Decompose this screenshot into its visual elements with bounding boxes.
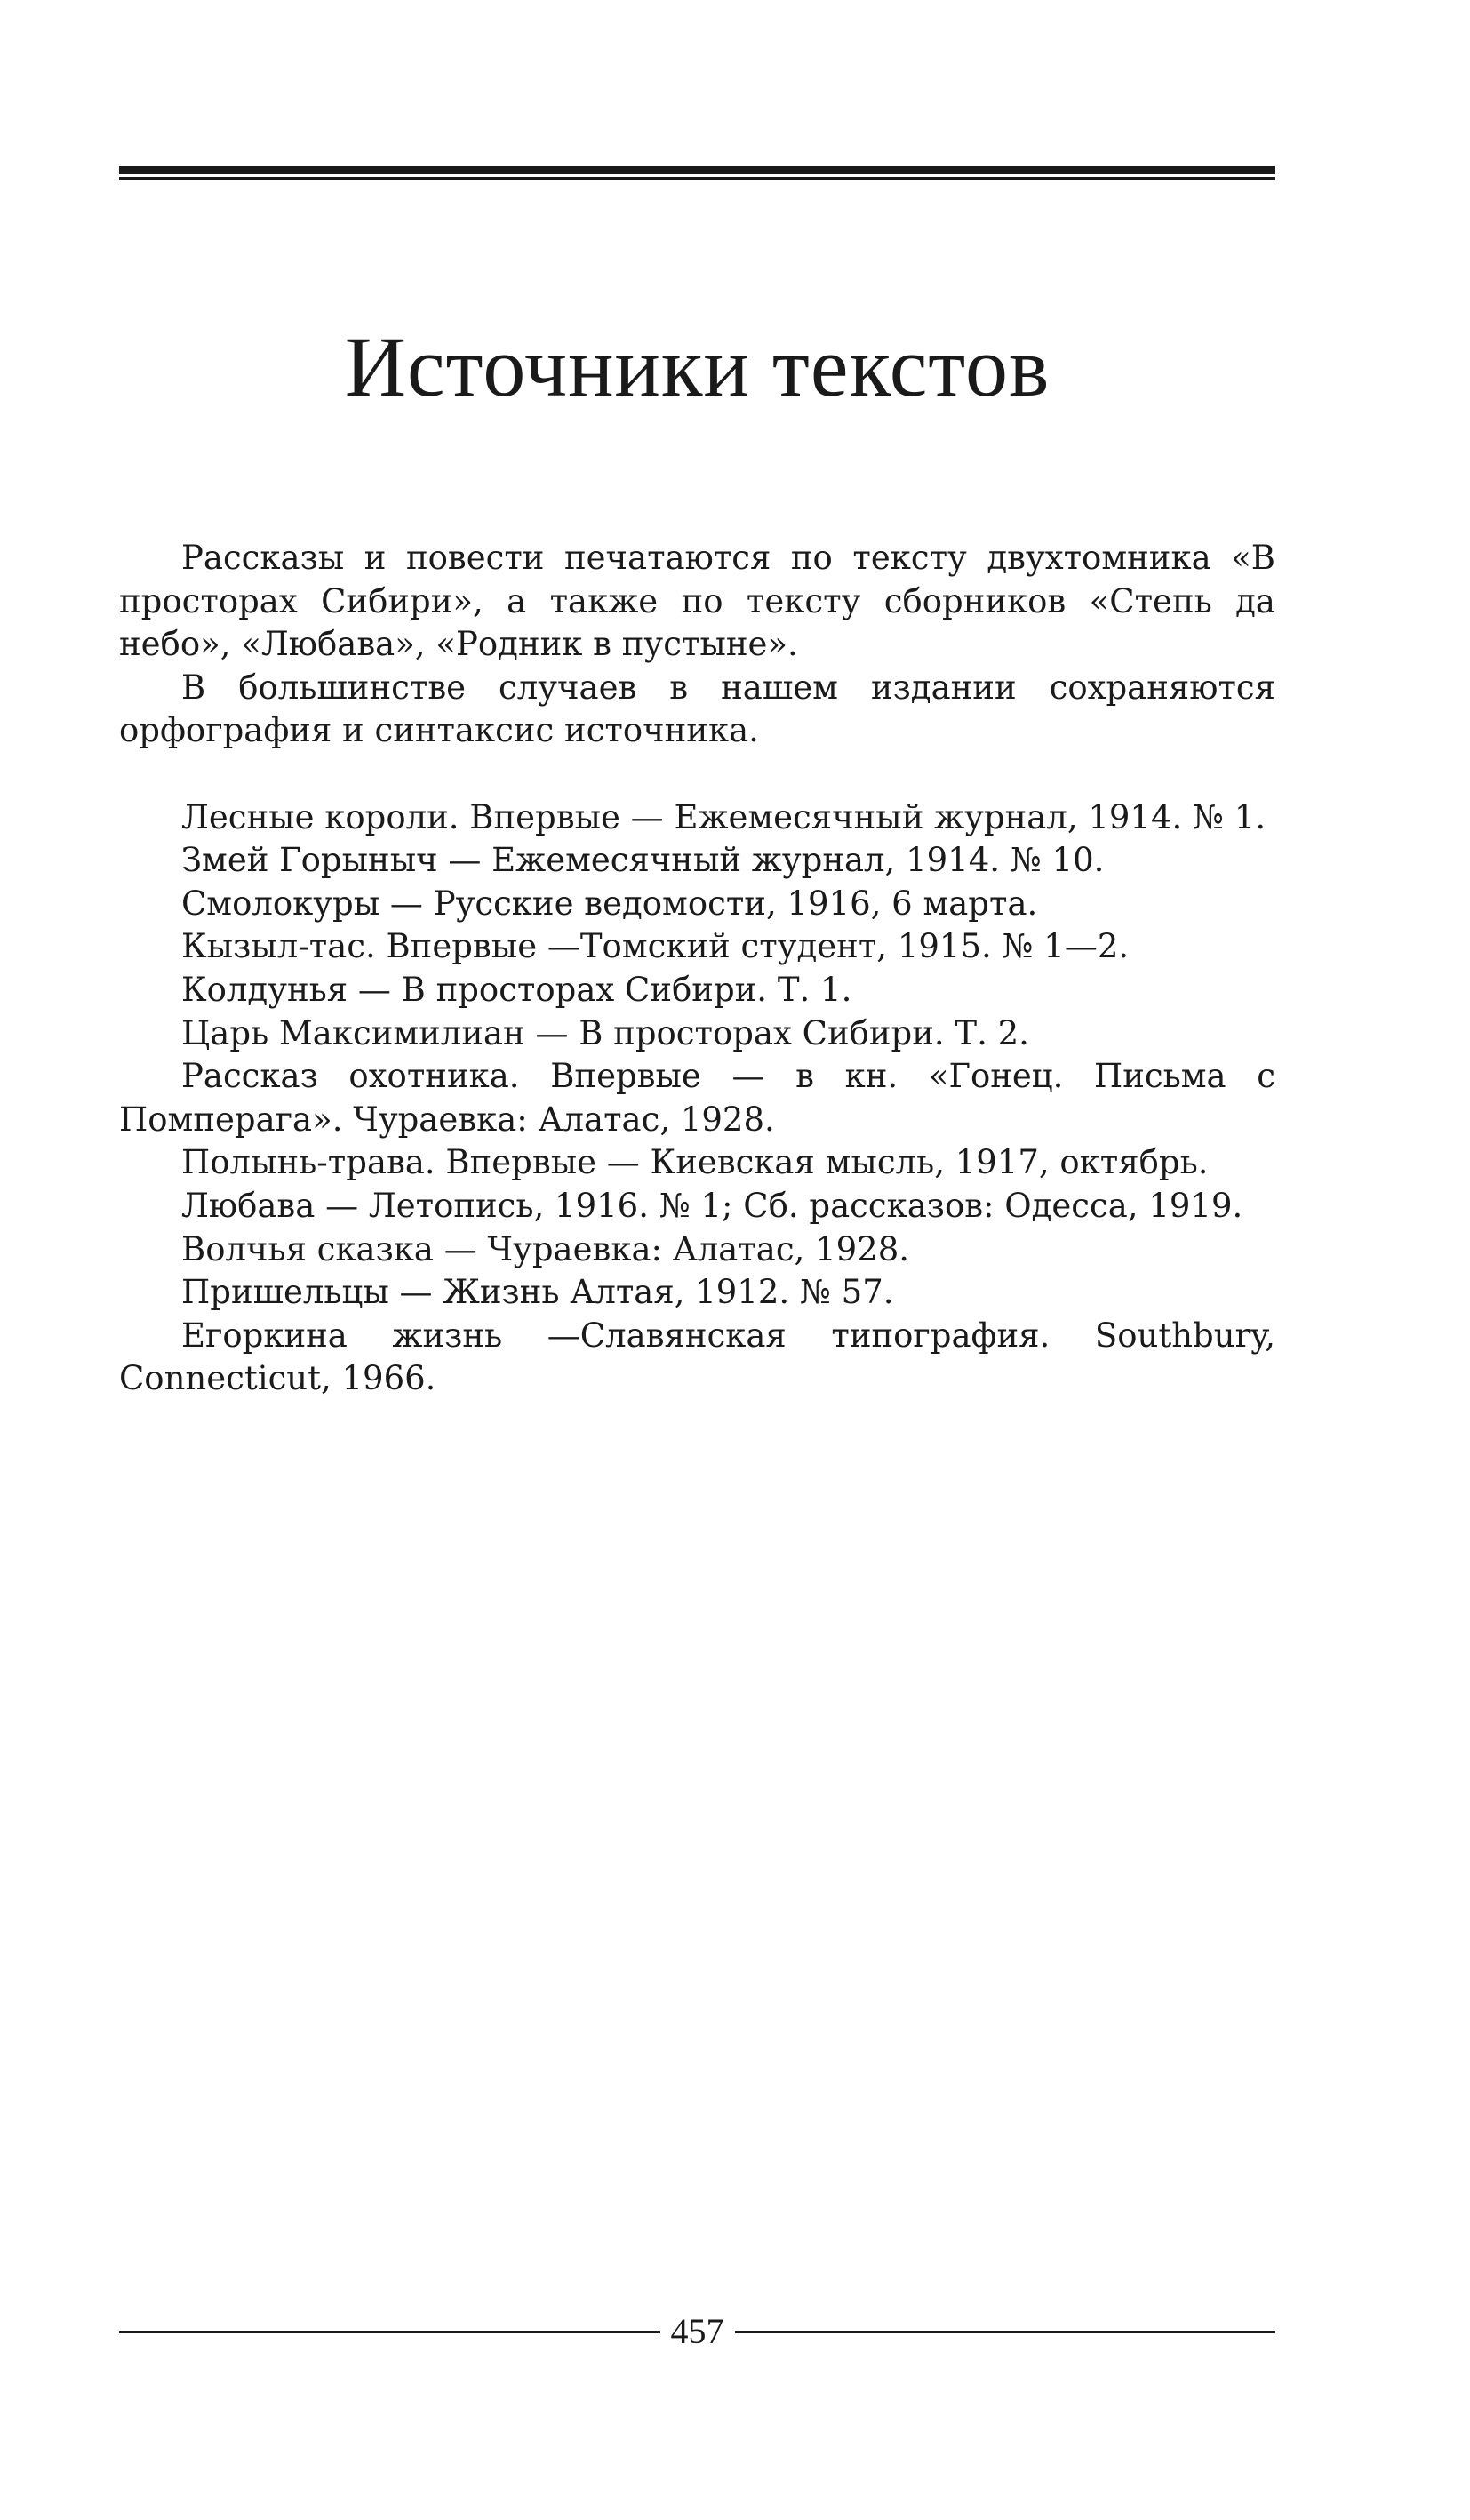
footer-rule-left (119, 2331, 660, 2333)
source-entry: Царь Максимилиан — В просторах Сибири. Т. 2. (181, 1013, 1029, 1052)
header-rule-thick (119, 166, 1275, 174)
intro-paragraph: Рассказы и повести печатаются по тексту двухтомника «В просторах Сибири», а также по тексту сборников «Степь да небо», «Любава», «Родник в пустыне». (119, 539, 1275, 664)
source-entry: Рассказ охотника. Впервые — в кн. «Гонец. Письма с Помперага». Чураевка: Алатас, 1928. (119, 1057, 1275, 1139)
source-entry: Смолокуры — Русские ведомости, 1916, 6 марта. (181, 884, 1038, 923)
source-entry: Любава — Летопись, 1916. № 1; Сб. рассказов: Одесса, 1919. (181, 1186, 1243, 1225)
source-entry: Волчья сказка — Чураевка: Алатас, 1928. (181, 1229, 910, 1268)
source-entry: Пришельцы — Жизнь Алтая, 1912. № 57. (181, 1273, 894, 1312)
source-entry: Лесные короли. Впервые — Ежемесячный журнал, 1914. № 1. (181, 797, 1266, 836)
footer-rule-right (735, 2331, 1276, 2333)
page-number: 457 (670, 2311, 724, 2351)
paragraph-gap (119, 753, 1275, 796)
page-body (119, 537, 1275, 1401)
header-rule-thin (119, 177, 1275, 180)
intro-paragraph: В большинстве случаев в нашем издании сохраняются орфография и синтаксис источника. (119, 668, 1275, 750)
source-entry: Змей Горыныч — Ежемесячный журнал, 1914. № 10. (181, 841, 1105, 880)
source-entry: Егоркина жизнь —Славянская типография. Southbury, Connecticut, 1966. (119, 1316, 1275, 1398)
source-entry: Кызыл-тас. Впервые —Томский студент, 1915. № 1—2. (181, 927, 1130, 966)
page-footer (119, 2311, 1275, 2352)
source-entry: Полынь-трава. Впервые — Киевская мысль, 1917, октябрь. (181, 1143, 1209, 1182)
source-entry: Колдунья — В просторах Сибири. Т. 1. (181, 970, 852, 1009)
page-title: Источники текстов (344, 319, 1051, 414)
